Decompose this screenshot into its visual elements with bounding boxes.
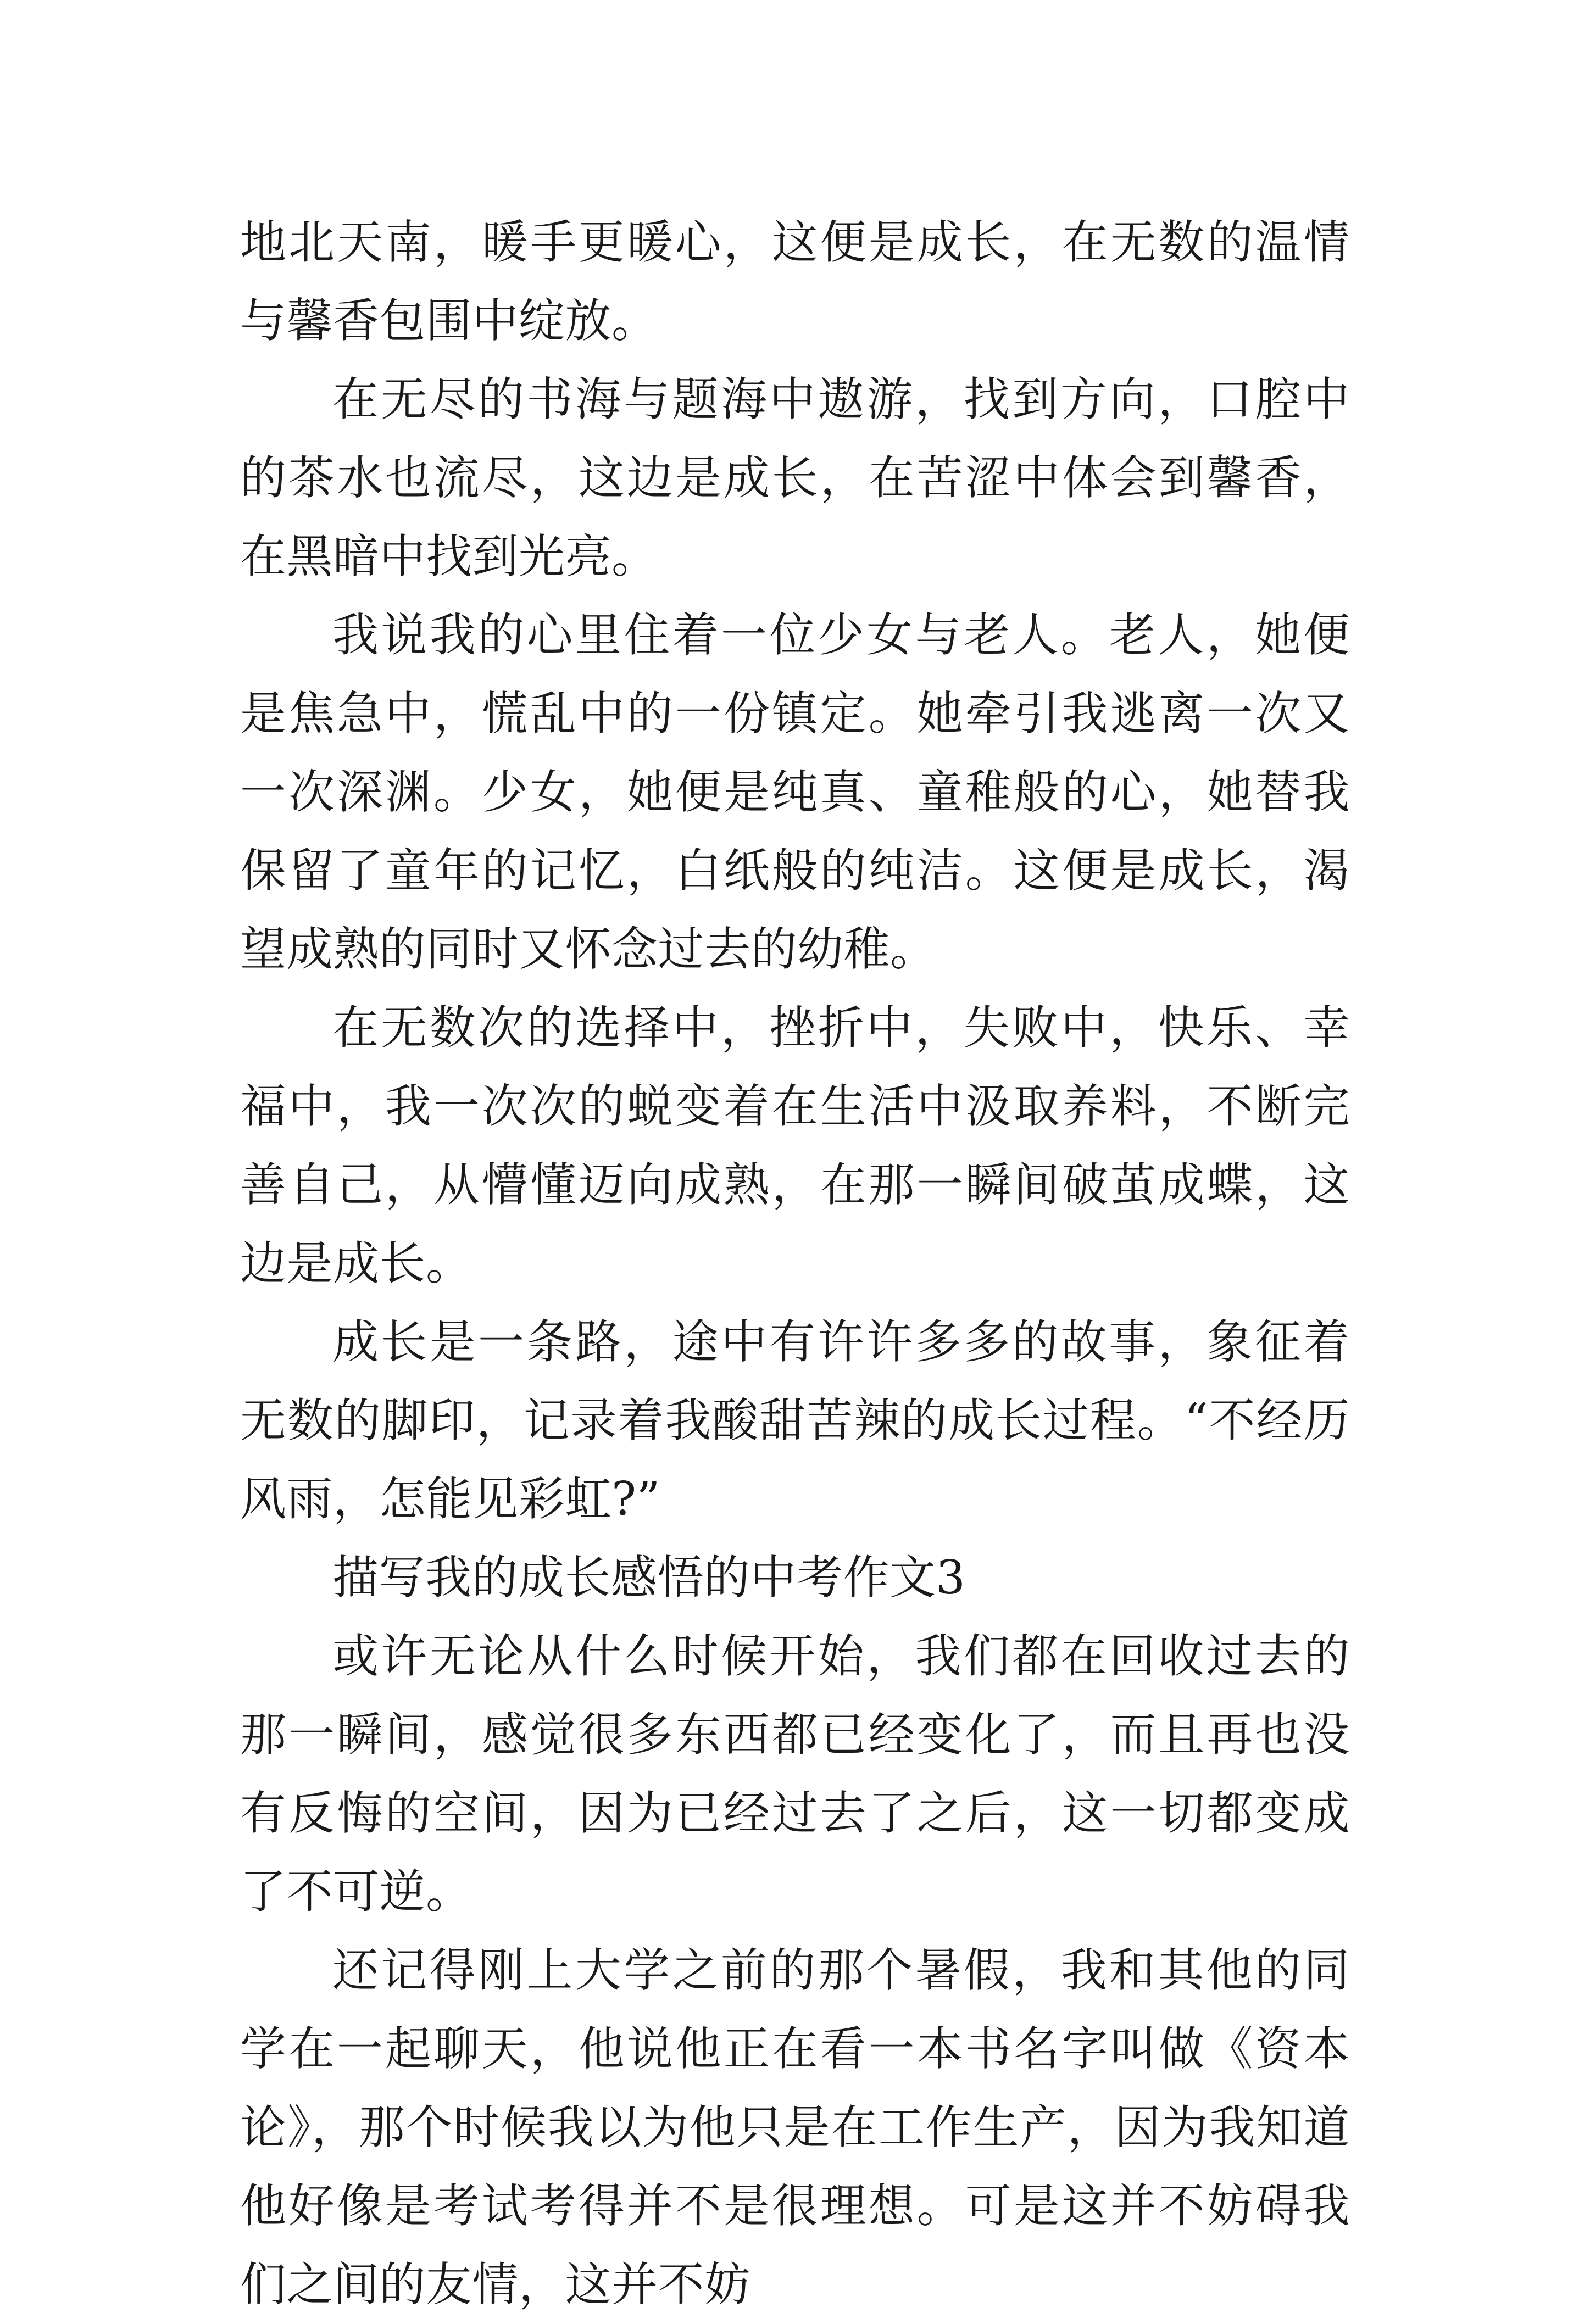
paragraph: 地北天南，暖手更暖心，这便是成长，在无数的温情与馨香包围中绽放。 (240, 215, 1350, 348)
paragraph: 我说我的心里住着一位少女与老人。老人，她便是焦急中，慌乱中的一份镇定。她牵引我逃离一次又一次深渊。少女，她便是纯真、童稚般的心，她替我保留了童年的记忆，白纸般的纯洁。这便是成长，渴望成熟的同时又怀念过去的幼稚。 (240, 608, 1350, 976)
essay-title: 描写我的成长感悟的中考作文3 (332, 1551, 966, 1604)
paragraph: 还记得刚上大学之前的那个暑假，我和其他的同学在一起聊天，他说他正在看一本书名字叫做《资本论》，那个时候我以为他只是在工作生产，因为我知道他好像是考试考得并不是很理想。可是这并不妨碍我们之间的友情，这并不妨 (240, 1943, 1350, 2311)
paragraph: 在无数次的选择中，挫折中，失败中，快乐、幸福中，我一次次的蜕变着在生活中汲取养料，不断完善自己，从懵懂迈向成熟，在那一瞬间破茧成蝶，这边是成长。 (240, 1001, 1350, 1290)
paragraph: 成长是一条路，途中有许许多多的故事，象征着无数的脚印，记录着我酸甜苦辣的成长过程。“不经历风雨，怎能见彩虹?” (240, 1315, 1350, 1526)
body-text (240, 203, 1350, 2324)
paragraph: 在无尽的书海与题海中遨游，找到方向，口腔中的茶水也流尽，这边是成长，在苦涩中体会到馨香，在黑暗中找到光亮。 (240, 372, 1350, 583)
paragraph: 或许无论从什么时候开始，我们都在回收过去的那一瞬间，感觉很多东西都已经变化了，而且再也没有反悔的空间，因为已经过去了之后，这一切都变成了不可逆。 (240, 1629, 1350, 1919)
